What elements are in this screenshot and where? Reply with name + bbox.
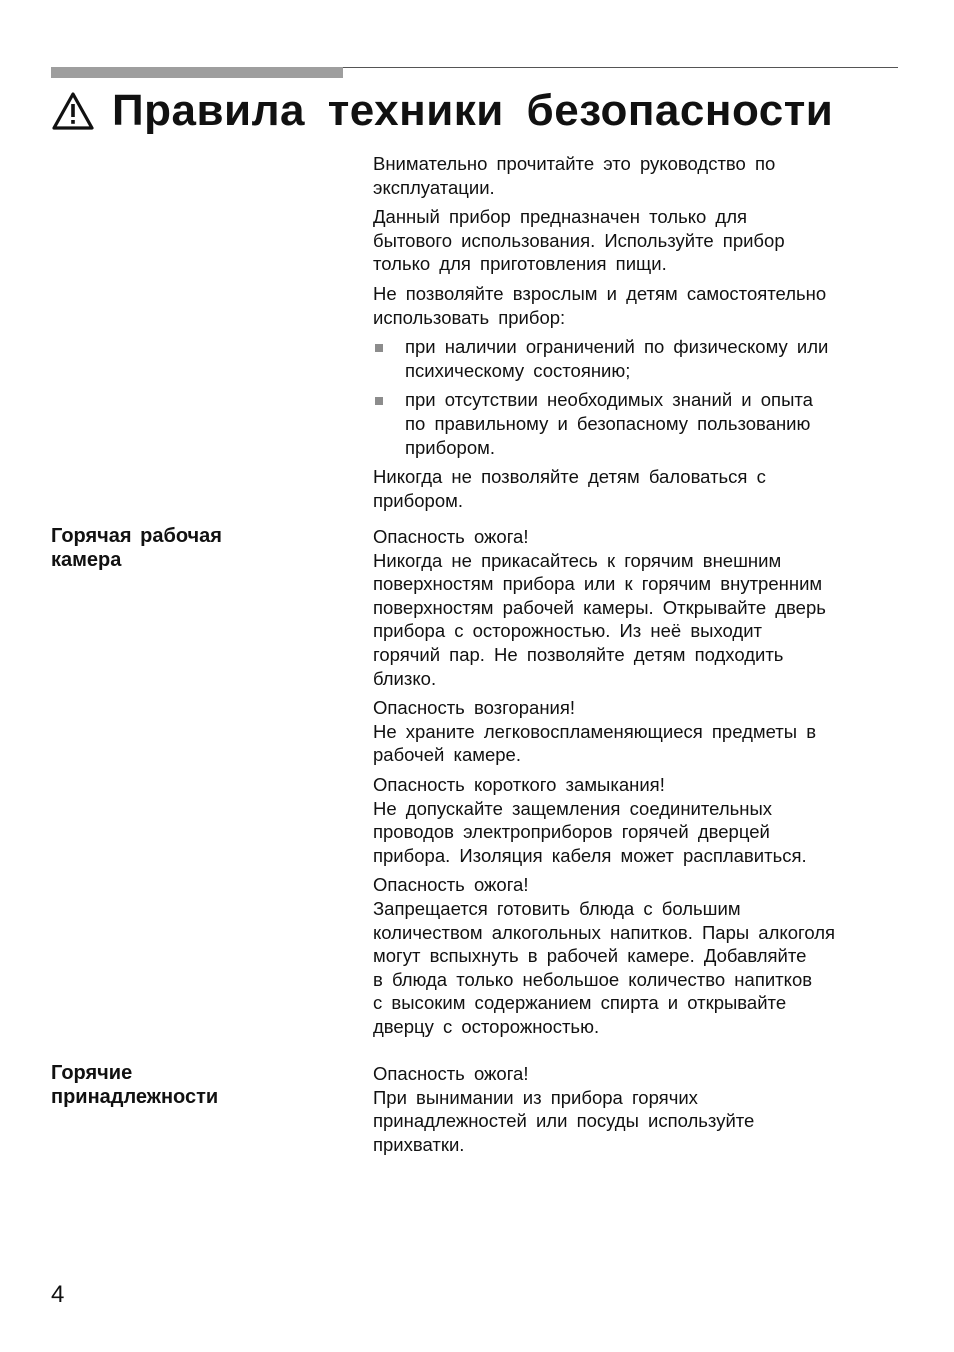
text-line: могут вспыхнуть в рабочей камере. Добавляйте (373, 945, 807, 967)
text-line: с высоким содержанием спирта и открывайте (373, 992, 787, 1014)
text-line: бытового использования. Используйте прибор (373, 229, 785, 251)
text-line: при отсутствии необходимых знаний и опыта (405, 389, 813, 411)
bullet-item (373, 388, 900, 459)
paragraph (373, 696, 900, 767)
page-number: 4 (51, 1281, 65, 1308)
text-line: проводов электроприборов горячей дверцей (373, 821, 770, 843)
text-line: принадлежностей или посуды используйте (373, 1110, 755, 1132)
paragraph (373, 1062, 900, 1156)
text-line: использовать прибор: (373, 306, 566, 328)
text-line: Никогда не позволяйте детям баловаться с (373, 466, 766, 488)
text-line: поверхностям рабочей камеры. Открывайте дверь (373, 596, 826, 618)
text-line: Не позволяйте взрослым и детям самостоятельно (373, 282, 827, 304)
text-line: Никогда не прикасайтесь к горячим внешним (373, 549, 782, 571)
text-line: Опасность ожога! (373, 526, 529, 547)
paragraph (373, 152, 900, 199)
warning-triangle-icon (51, 91, 95, 131)
paragraph (373, 773, 900, 867)
heading-line: принадлежности (51, 1085, 219, 1108)
text-line: Опасность ожога! (373, 874, 529, 896)
text-line: эксплуатации. (373, 176, 495, 198)
text-line: Не храните легковоспламеняющиеся предметы в (373, 720, 817, 742)
text-line: рабочей камере. (373, 744, 521, 766)
section-hot-chamber (373, 525, 900, 1044)
section-general (373, 152, 900, 518)
paragraph (373, 465, 900, 512)
section-heading-hot-chamber (51, 525, 222, 572)
text-line: только для приготовления пищи. (373, 253, 667, 275)
text-line: близко. (373, 667, 437, 689)
paragraph (373, 205, 900, 276)
paragraph (373, 282, 900, 329)
text-line: прибором. (373, 489, 463, 511)
text-line: Опасность короткого замыкания! (373, 773, 665, 795)
section-hot-accessories (373, 1062, 900, 1162)
heading-line: Горячие (51, 1062, 133, 1084)
paragraph (373, 873, 900, 1038)
text-line: Опасность возгорания! (373, 697, 576, 719)
section-heading-hot-accessories (51, 1062, 218, 1109)
text-line: Не допускайте защемления соединительных (373, 797, 773, 819)
page-title-text: Правила техники безопасности (112, 86, 834, 135)
text-line: Данный прибор предназначен только для (373, 206, 748, 228)
heading-line: Горячая рабочая (51, 525, 222, 547)
text-line: по правильному и безопасному пользованию (405, 412, 811, 434)
text-line: прибора. Изоляция кабеля может расплавиться. (373, 844, 807, 866)
text-line: прибором. (405, 436, 495, 458)
text-line: Запрещается готовить блюда с большим (373, 897, 741, 919)
text-line: прибора с осторожностью. Из неё выходит (373, 620, 762, 642)
text-line: дверцу с осторожностью. (373, 1015, 600, 1037)
paragraph (373, 525, 900, 690)
text-line: При вынимании из прибора горячих (373, 1086, 698, 1108)
text-line: психическому состоянию; (405, 359, 631, 381)
text-line: горячий пар. Не позволяйте детям подходить (373, 643, 784, 665)
text-line: прихватки. (373, 1133, 465, 1155)
text-line: Опасность ожога! (373, 1063, 529, 1084)
bullet-item (373, 335, 900, 382)
text-line: в блюда только небольшое количество напитков (373, 968, 813, 990)
square-bullet-icon (375, 397, 383, 405)
text-line: поверхностям прибора или к горячим внутренним (373, 573, 823, 595)
page-title (51, 86, 833, 136)
header-rule-bar (51, 67, 343, 78)
heading-line: камера (51, 548, 122, 571)
square-bullet-icon (375, 344, 383, 352)
text-line: количеством алкогольных напитков. Пары алкоголя (373, 921, 836, 943)
text-line: Внимательно прочитайте это руководство по (373, 153, 776, 174)
text-line: при наличии ограничений по физическому или (405, 336, 829, 358)
